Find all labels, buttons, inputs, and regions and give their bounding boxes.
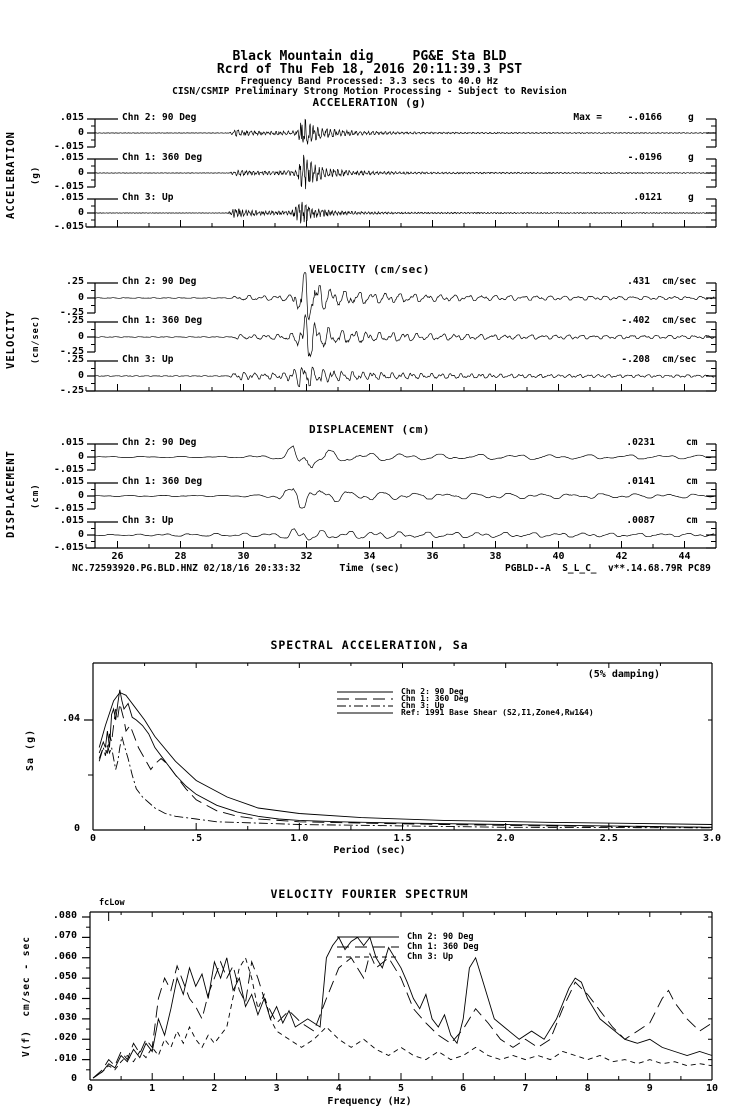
- x-tick-label: 3: [273, 1083, 280, 1094]
- y-tick-label: .080: [52, 910, 77, 921]
- y-tick-label: 0: [77, 127, 84, 138]
- max-value: -.0196: [627, 152, 662, 163]
- channel-label: Chn 1: 360 Deg: [122, 152, 203, 163]
- max-value: .0121: [633, 192, 662, 203]
- sa-x-axis-label: Period (sec): [333, 845, 406, 856]
- y-tick-label: .020: [52, 1032, 77, 1044]
- x-tick-label: 38: [489, 551, 502, 562]
- station-title: Black Mountain dig PG&E Sta BLD: [232, 49, 507, 64]
- y-tick-label: 0: [77, 207, 84, 218]
- x-tick-label: 2: [211, 1083, 218, 1094]
- y-tick-label: .015: [59, 476, 84, 487]
- record-timestamp: Rcrd of Thu Feb 18, 2016 20:11:39.3 PST: [216, 62, 523, 77]
- spectrum-series: [93, 958, 712, 1078]
- sa-legend-label-ref: Ref: 1991 Base Shear (S2,I1,Zone4,Rw1&4): [401, 708, 594, 717]
- max-value: .0231: [626, 437, 655, 448]
- seismogram-trace: [96, 446, 715, 468]
- y-tick-label: -.015: [53, 141, 84, 152]
- x-tick-label: 2.5: [599, 833, 618, 844]
- y-tick-label: .060: [52, 950, 77, 962]
- displacement-axis-label: DISPLACEMENT: [5, 450, 17, 539]
- x-tick-label: 30: [237, 551, 250, 562]
- channel-label: Chn 1: 360 Deg: [122, 315, 203, 326]
- channel-label: Chn 2: 90 Deg: [122, 437, 197, 448]
- x-tick-label: 6: [460, 1083, 467, 1094]
- x-tick-label: 3.0: [702, 833, 722, 844]
- x-tick-label: 32: [300, 551, 313, 562]
- max-unit: cm/sec: [662, 315, 697, 326]
- y-tick-label: .25: [65, 276, 84, 287]
- max-unit: g: [688, 192, 694, 203]
- y-tick-label: .040: [52, 991, 77, 1003]
- y-tick-label: -.015: [53, 181, 84, 192]
- max-unit: cm: [686, 437, 698, 448]
- y-tick-label: 0: [77, 167, 84, 178]
- x-tick-label: 8: [584, 1083, 591, 1094]
- max-unit: cm: [686, 476, 698, 487]
- y-tick-label: .015: [59, 437, 84, 448]
- fourier-legend-label-chn2: Chn 2: 90 Deg: [407, 932, 474, 942]
- y-tick-label: .04: [61, 713, 80, 724]
- max-unit: g: [688, 112, 694, 123]
- max-value: -.0166: [627, 112, 662, 123]
- y-tick-label: .25: [65, 315, 84, 326]
- max-unit: g: [688, 152, 694, 163]
- spectrum-series: [99, 737, 712, 828]
- y-tick-label: 0: [77, 529, 84, 540]
- y-tick-label: -.015: [53, 464, 84, 475]
- channel-label: Chn 3: Up: [122, 354, 174, 365]
- y-tick-label: 0: [73, 823, 80, 834]
- footer-record-id: NC.72593920.PG.BLD.HNZ 02/18/16 20:33:32: [72, 563, 301, 574]
- y-tick-label: .015: [59, 112, 84, 123]
- y-tick-label: .070: [52, 930, 77, 942]
- sa-y-axis-label: Sa (g): [25, 728, 36, 772]
- channel-label: Chn 2: 90 Deg: [122, 276, 197, 287]
- agency-disclaimer: CISN/CSMIP Preliminary Strong Motion Processing - Subject to Revision: [172, 86, 567, 97]
- acceleration-axis-label: ACCELERATION: [5, 131, 17, 220]
- acceleration-panel-title: ACCELERATION (g): [312, 96, 427, 109]
- footer-processing-id: PGBLD--A S_L_C_ v**.14.68.79R PC89: [505, 563, 711, 574]
- x-tick-label: 34: [363, 551, 376, 562]
- y-tick-label: .015: [59, 152, 84, 163]
- max-value: .0141: [626, 476, 655, 487]
- velocity-axis-units: (cm/sec): [31, 315, 41, 365]
- x-tick-label: 2.0: [496, 833, 515, 844]
- channel-label: Chn 2: 90 Deg: [122, 112, 197, 123]
- y-tick-label: 0: [77, 292, 84, 303]
- y-tick-label: -.25: [59, 307, 84, 318]
- y-tick-label: .25: [65, 354, 84, 365]
- max-value: -.208: [621, 354, 650, 365]
- spectrum-series: [99, 701, 712, 828]
- seismogram-trace: [96, 529, 715, 540]
- acceleration-axis-units: (g): [31, 165, 41, 185]
- y-tick-label: -.015: [53, 542, 84, 553]
- x-tick-label: 10: [705, 1083, 719, 1094]
- max-prefix-label: Max =: [573, 112, 602, 123]
- y-tick-label: 0: [77, 331, 84, 342]
- max-value: -.402: [621, 315, 650, 326]
- x-tick-label: 40: [552, 551, 565, 562]
- velocity-axis-label: VELOCITY: [5, 310, 17, 370]
- sa-legend-label-chn1: Chn 1: 360 Deg: [401, 694, 469, 703]
- x-tick-label: 9: [646, 1083, 653, 1094]
- x-tick-label: 4: [335, 1083, 342, 1094]
- y-tick-label: .015: [59, 192, 84, 203]
- time-axis-label: Time (sec): [339, 563, 400, 574]
- y-tick-label: -.015: [53, 221, 84, 232]
- frequency-band-note: Frequency Band Processed: 3.3 secs to 40.0 Hz: [240, 76, 499, 87]
- x-tick-label: 36: [426, 551, 439, 562]
- max-value: .0087: [626, 515, 655, 526]
- displacement-panel-title: DISPLACEMENT (cm): [308, 423, 431, 436]
- y-tick-label: -.25: [59, 346, 84, 357]
- sa-legend-label-chn2: Chn 2: 90 Deg: [401, 687, 464, 696]
- y-tick-label: 0: [77, 370, 84, 381]
- x-tick-label: 44: [678, 551, 691, 562]
- y-tick-label: 0: [77, 490, 84, 501]
- y-tick-label: -.25: [59, 385, 84, 396]
- max-unit: cm: [686, 515, 698, 526]
- y-tick-label: .015: [59, 515, 84, 526]
- channel-label: Chn 3: Up: [122, 515, 174, 526]
- seismogram-trace: [96, 367, 715, 386]
- sa-damping-note: (5% damping): [587, 669, 660, 680]
- y-tick-label: .030: [52, 1011, 77, 1023]
- x-tick-label: 28: [174, 551, 187, 562]
- fourier-legend-label-chn3: Chn 3: Up: [407, 952, 454, 962]
- x-tick-label: 1: [149, 1083, 156, 1094]
- fourier-x-axis-label: Frequency (Hz): [327, 1096, 412, 1107]
- channel-label: Chn 3: Up: [122, 192, 174, 203]
- y-tick-label: .010: [52, 1052, 77, 1064]
- fourier-legend-label-chn1: Chn 1: 360 Deg: [407, 942, 479, 952]
- sa-legend-label-chn3: Chn 3: Up: [401, 701, 445, 710]
- spectrum-series: [93, 937, 712, 1078]
- x-tick-label: .5: [190, 833, 203, 844]
- displacement-axis-units: (cm): [31, 483, 41, 509]
- y-tick-label: -.015: [53, 503, 84, 514]
- seismogram-trace: [96, 120, 715, 145]
- x-tick-label: 0: [86, 1083, 94, 1094]
- max-unit: cm/sec: [662, 354, 697, 365]
- y-tick-label: 0: [77, 451, 84, 462]
- x-tick-label: 26: [111, 551, 124, 562]
- x-tick-label: 7: [522, 1083, 529, 1094]
- fourier-y-axis-label: V(f) cm/sec - sec: [21, 936, 32, 1058]
- x-tick-label: 1.5: [393, 833, 412, 844]
- x-tick-label: 1.0: [290, 833, 309, 844]
- y-tick-label: 0: [70, 1073, 77, 1084]
- y-tick-label: .050: [52, 971, 77, 983]
- fourier-chart-title: VELOCITY FOURIER SPECTRUM: [270, 887, 469, 901]
- velocity-panel-title: VELOCITY (cm/sec): [308, 263, 431, 276]
- x-tick-label: 42: [615, 551, 628, 562]
- channel-label: Chn 1: 360 Deg: [122, 476, 203, 487]
- seismogram-trace: [96, 489, 715, 509]
- sa-chart-title: SPECTRAL ACCELERATION, Sa: [270, 638, 469, 652]
- max-value: .431: [627, 276, 650, 287]
- fourier-corner-frequency-label: fcLow: [99, 898, 125, 908]
- x-tick-label: 0: [89, 833, 97, 844]
- max-unit: cm/sec: [662, 276, 697, 287]
- x-tick-label: 5: [397, 1083, 405, 1094]
